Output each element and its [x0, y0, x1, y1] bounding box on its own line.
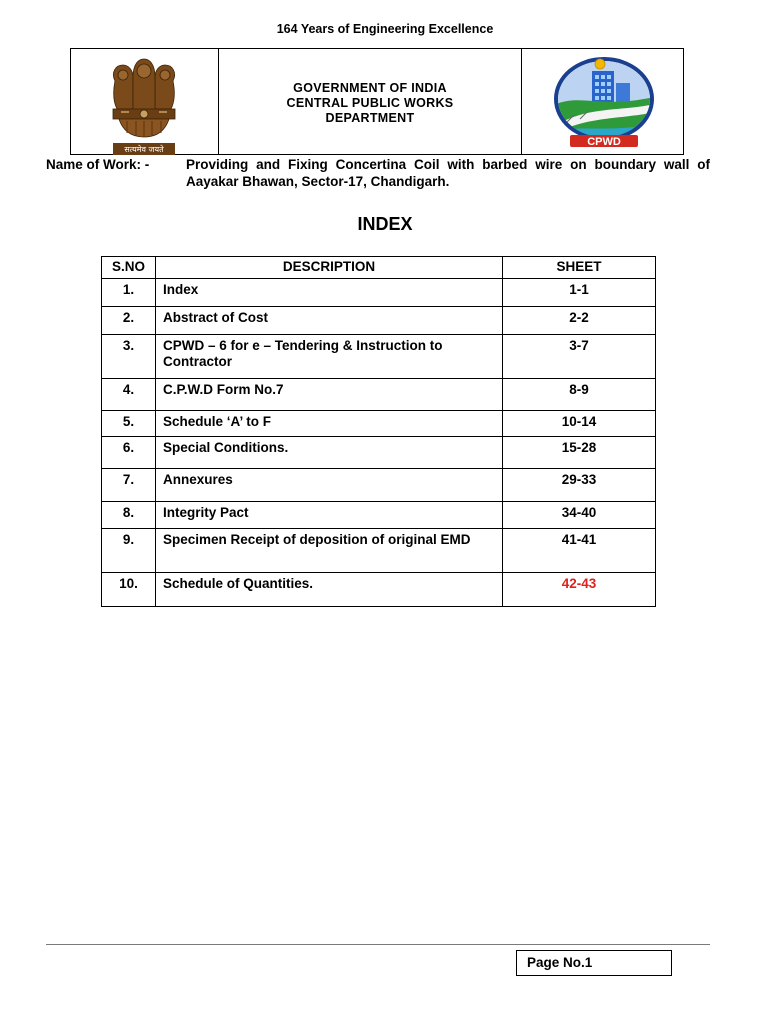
- work-description: Providing and Fixing Concertina Coil with barbed wire on boundary wall of Aayakar Bhawan, Sector-17, Chandigarh.: [186, 157, 710, 189]
- cpwd-logo-icon: [540, 53, 668, 149]
- emblem-motto: सत्यमेव जयते: [124, 145, 164, 154]
- row-sheet: 41-41: [503, 529, 656, 573]
- row-sheet: 29-33: [503, 469, 656, 502]
- row-sno: 10.: [102, 573, 156, 607]
- row-sno: 6.: [102, 437, 156, 469]
- table-row: [102, 529, 656, 573]
- row-description: Specimen Receipt of deposition of original EMD: [156, 529, 503, 573]
- index-title: INDEX: [357, 214, 413, 234]
- table-row: [102, 335, 656, 379]
- col-description-header: DESCRIPTION: [156, 257, 503, 279]
- letterhead: [70, 48, 684, 155]
- table-row: [102, 502, 656, 529]
- emblem-cell: [71, 49, 219, 154]
- row-description: Index: [156, 279, 503, 307]
- org-title-cell: [219, 49, 522, 154]
- header-tagline: 164 Years of Engineering Excellence: [276, 22, 494, 36]
- row-sheet: 34-40: [503, 502, 656, 529]
- table-row: [102, 279, 656, 307]
- row-description: Integrity Pact: [156, 502, 503, 529]
- row-sheet: 10-14: [503, 411, 656, 437]
- row-description: Annexures: [156, 469, 503, 502]
- national-emblem-icon: [103, 51, 185, 157]
- row-sno: 5.: [102, 411, 156, 437]
- row-description: Abstract of Cost: [156, 307, 503, 335]
- row-sno: 7.: [102, 469, 156, 502]
- org-line-3: DEPARTMENT: [325, 111, 415, 125]
- table-row: [102, 307, 656, 335]
- page-number: Page No.1: [516, 950, 672, 976]
- row-sheet: 1-1: [503, 279, 656, 307]
- col-sno-header: S.NO: [102, 257, 156, 279]
- row-sheet: 15-28: [503, 437, 656, 469]
- row-description: CPWD – 6 for e – Tendering & Instruction to Contractor: [156, 335, 503, 379]
- row-description: Schedule of Quantities.: [156, 573, 503, 607]
- org-line-1: GOVERNMENT OF INDIA: [293, 81, 447, 95]
- row-sheet: 8-9: [503, 379, 656, 411]
- row-sno: 2.: [102, 307, 156, 335]
- row-description: C.P.W.D Form No.7: [156, 379, 503, 411]
- row-sheet: 3-7: [503, 335, 656, 379]
- work-label: Name of Work: -: [46, 157, 150, 172]
- row-description: Schedule ‘A’ to F: [156, 411, 503, 437]
- index-table: [101, 256, 656, 607]
- logo-cell: [522, 49, 683, 154]
- index-header-row: [102, 257, 656, 279]
- row-sno: 3.: [102, 335, 156, 379]
- row-description: Special Conditions.: [156, 437, 503, 469]
- row-sno: 9.: [102, 529, 156, 573]
- row-sno: 8.: [102, 502, 156, 529]
- col-sheet-header: SHEET: [503, 257, 656, 279]
- table-row: [102, 437, 656, 469]
- table-row: [102, 379, 656, 411]
- row-sno: 4.: [102, 379, 156, 411]
- footer-divider: [46, 944, 710, 945]
- logo-wordmark: CPWD: [587, 136, 621, 148]
- table-row: [102, 469, 656, 502]
- table-row: [102, 573, 656, 607]
- table-row: [102, 411, 656, 437]
- row-sno: 1.: [102, 279, 156, 307]
- org-line-2: CENTRAL PUBLIC WORKS: [286, 96, 454, 110]
- row-sheet: 42-43: [503, 573, 656, 607]
- row-sheet: 2-2: [503, 307, 656, 335]
